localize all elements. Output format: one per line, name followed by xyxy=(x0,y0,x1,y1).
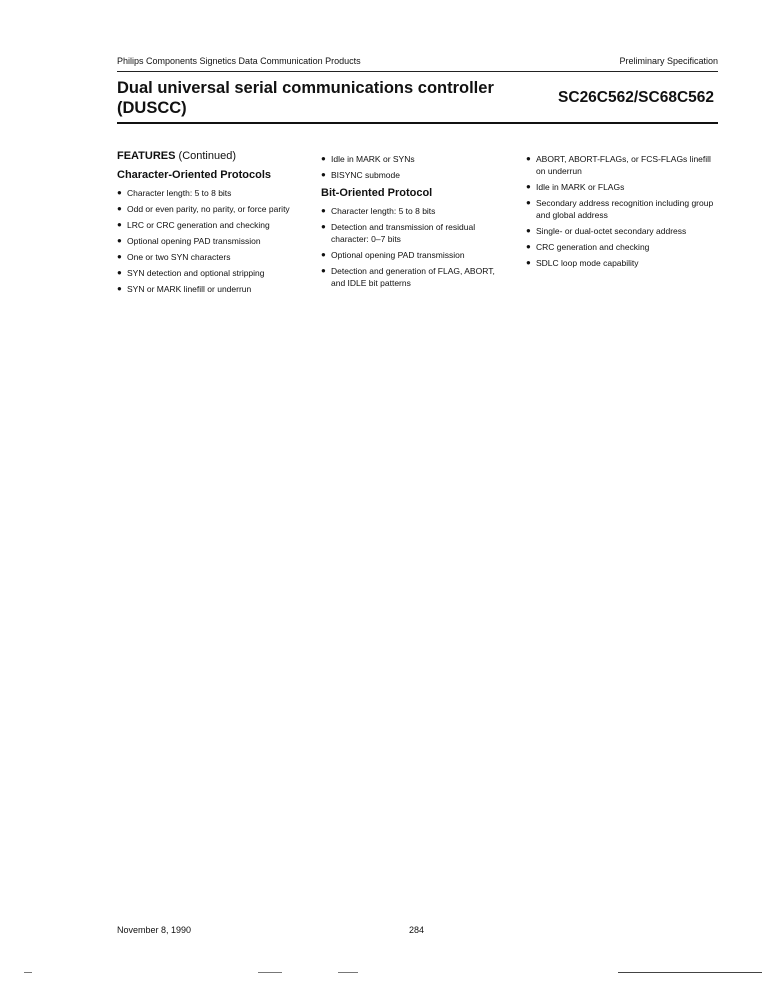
bullet-icon: ● xyxy=(526,198,531,207)
section-title-character-oriented: Character-Oriented Protocols xyxy=(117,169,272,181)
bullet-icon: ● xyxy=(117,204,122,213)
list-item xyxy=(117,251,317,263)
list-item xyxy=(526,197,721,221)
list-item-text: Secondary address recognition including group and global address xyxy=(536,198,714,220)
list-item-text: LRC or CRC generation and checking xyxy=(127,220,270,230)
list-item-text: CRC generation and checking xyxy=(536,242,650,252)
features-continued: (Continued) xyxy=(178,150,237,162)
scan-artifact xyxy=(338,972,358,973)
bullet-icon: ● xyxy=(321,206,326,215)
list-item-text: Character length: 5 to 8 bits xyxy=(127,188,232,198)
list-item-text: SYN or MARK linefill or underrun xyxy=(127,284,252,294)
list-item-text: Character length: 5 to 8 bits xyxy=(331,206,436,216)
list-item-text: ABORT, ABORT-FLAGs, or FCS-FLAGs linefill on underrun xyxy=(536,154,711,176)
page-number: 284 xyxy=(409,925,425,935)
bullet-icon: ● xyxy=(321,250,326,259)
list-item xyxy=(321,221,511,245)
list-item xyxy=(117,267,317,279)
features-label: FEATURES xyxy=(117,150,176,162)
list-item xyxy=(117,203,317,215)
scan-artifact xyxy=(24,972,32,973)
list-item xyxy=(321,153,511,165)
bullet-icon: ● xyxy=(117,252,122,261)
bit-oriented-list xyxy=(321,205,511,289)
document-title xyxy=(117,78,537,118)
list-item-text: SDLC loop mode capability xyxy=(536,258,639,268)
list-item-text: SYN detection and optional stripping xyxy=(127,268,265,278)
list-item-text: Odd or even parity, no parity, or force parity xyxy=(127,204,290,214)
column-2 xyxy=(321,153,511,293)
header-status: Preliminary Specification xyxy=(619,56,718,66)
list-item xyxy=(526,257,721,269)
list-item xyxy=(321,265,511,289)
bullet-icon: ● xyxy=(526,242,531,251)
list-item xyxy=(117,235,317,247)
list-item-text: Optional opening PAD transmission xyxy=(331,250,465,260)
title-line-1: Dual universal serial communications controller xyxy=(117,79,494,97)
list-item xyxy=(321,205,511,217)
title-divider xyxy=(117,122,718,124)
part-number: SC26C562/SC68C562 xyxy=(558,89,714,106)
bullet-icon: ● xyxy=(117,188,122,197)
list-item xyxy=(526,241,721,253)
scan-artifact xyxy=(258,972,282,973)
list-item xyxy=(526,153,721,177)
list-item xyxy=(321,249,511,261)
character-oriented-list xyxy=(117,187,317,295)
list-item xyxy=(117,283,317,295)
section-title-bit-oriented: Bit-Oriented Protocol xyxy=(321,187,433,199)
footer-date: November 8, 1990 xyxy=(117,925,192,935)
bullet-icon: ● xyxy=(117,236,122,245)
header-divider xyxy=(117,71,718,72)
bullet-icon: ● xyxy=(321,170,326,179)
column-1 xyxy=(117,150,317,299)
scan-artifact xyxy=(618,972,762,973)
bullet-icon: ● xyxy=(117,284,122,293)
features-heading xyxy=(117,150,317,162)
list-item xyxy=(117,219,317,231)
list-item-text: One or two SYN characters xyxy=(127,252,231,262)
list-item-text: Detection and generation of FLAG, ABORT, and IDLE bit patterns xyxy=(331,266,495,288)
list-item xyxy=(526,225,721,237)
list-item-text: Detection and transmission of residual character: 0–7 bits xyxy=(331,222,476,244)
bullet-icon: ● xyxy=(526,154,531,163)
bullet-icon: ● xyxy=(117,268,122,277)
list-item-text: Optional opening PAD transmission xyxy=(127,236,261,246)
character-oriented-list-continued xyxy=(321,153,511,181)
bullet-icon: ● xyxy=(321,154,326,163)
bullet-icon: ● xyxy=(526,258,531,267)
bullet-icon: ● xyxy=(526,226,531,235)
column-3 xyxy=(526,153,721,273)
list-item-text: BISYNC submode xyxy=(331,170,400,180)
bullet-icon: ● xyxy=(321,222,326,231)
header-source: Philips Components Signetics Data Communication Products xyxy=(117,56,361,66)
list-item-text: Idle in MARK or SYNs xyxy=(331,154,415,164)
list-item-text: Single- or dual-octet secondary address xyxy=(536,226,687,236)
bullet-icon: ● xyxy=(117,220,122,229)
list-item xyxy=(321,169,511,181)
bullet-icon: ● xyxy=(321,266,326,275)
bullet-icon: ● xyxy=(526,182,531,191)
list-item-text: Idle in MARK or FLAGs xyxy=(536,182,625,192)
title-line-2: (DUSCC) xyxy=(117,99,187,117)
list-item xyxy=(117,187,317,199)
bit-oriented-list-continued xyxy=(526,153,721,269)
list-item xyxy=(526,181,721,193)
